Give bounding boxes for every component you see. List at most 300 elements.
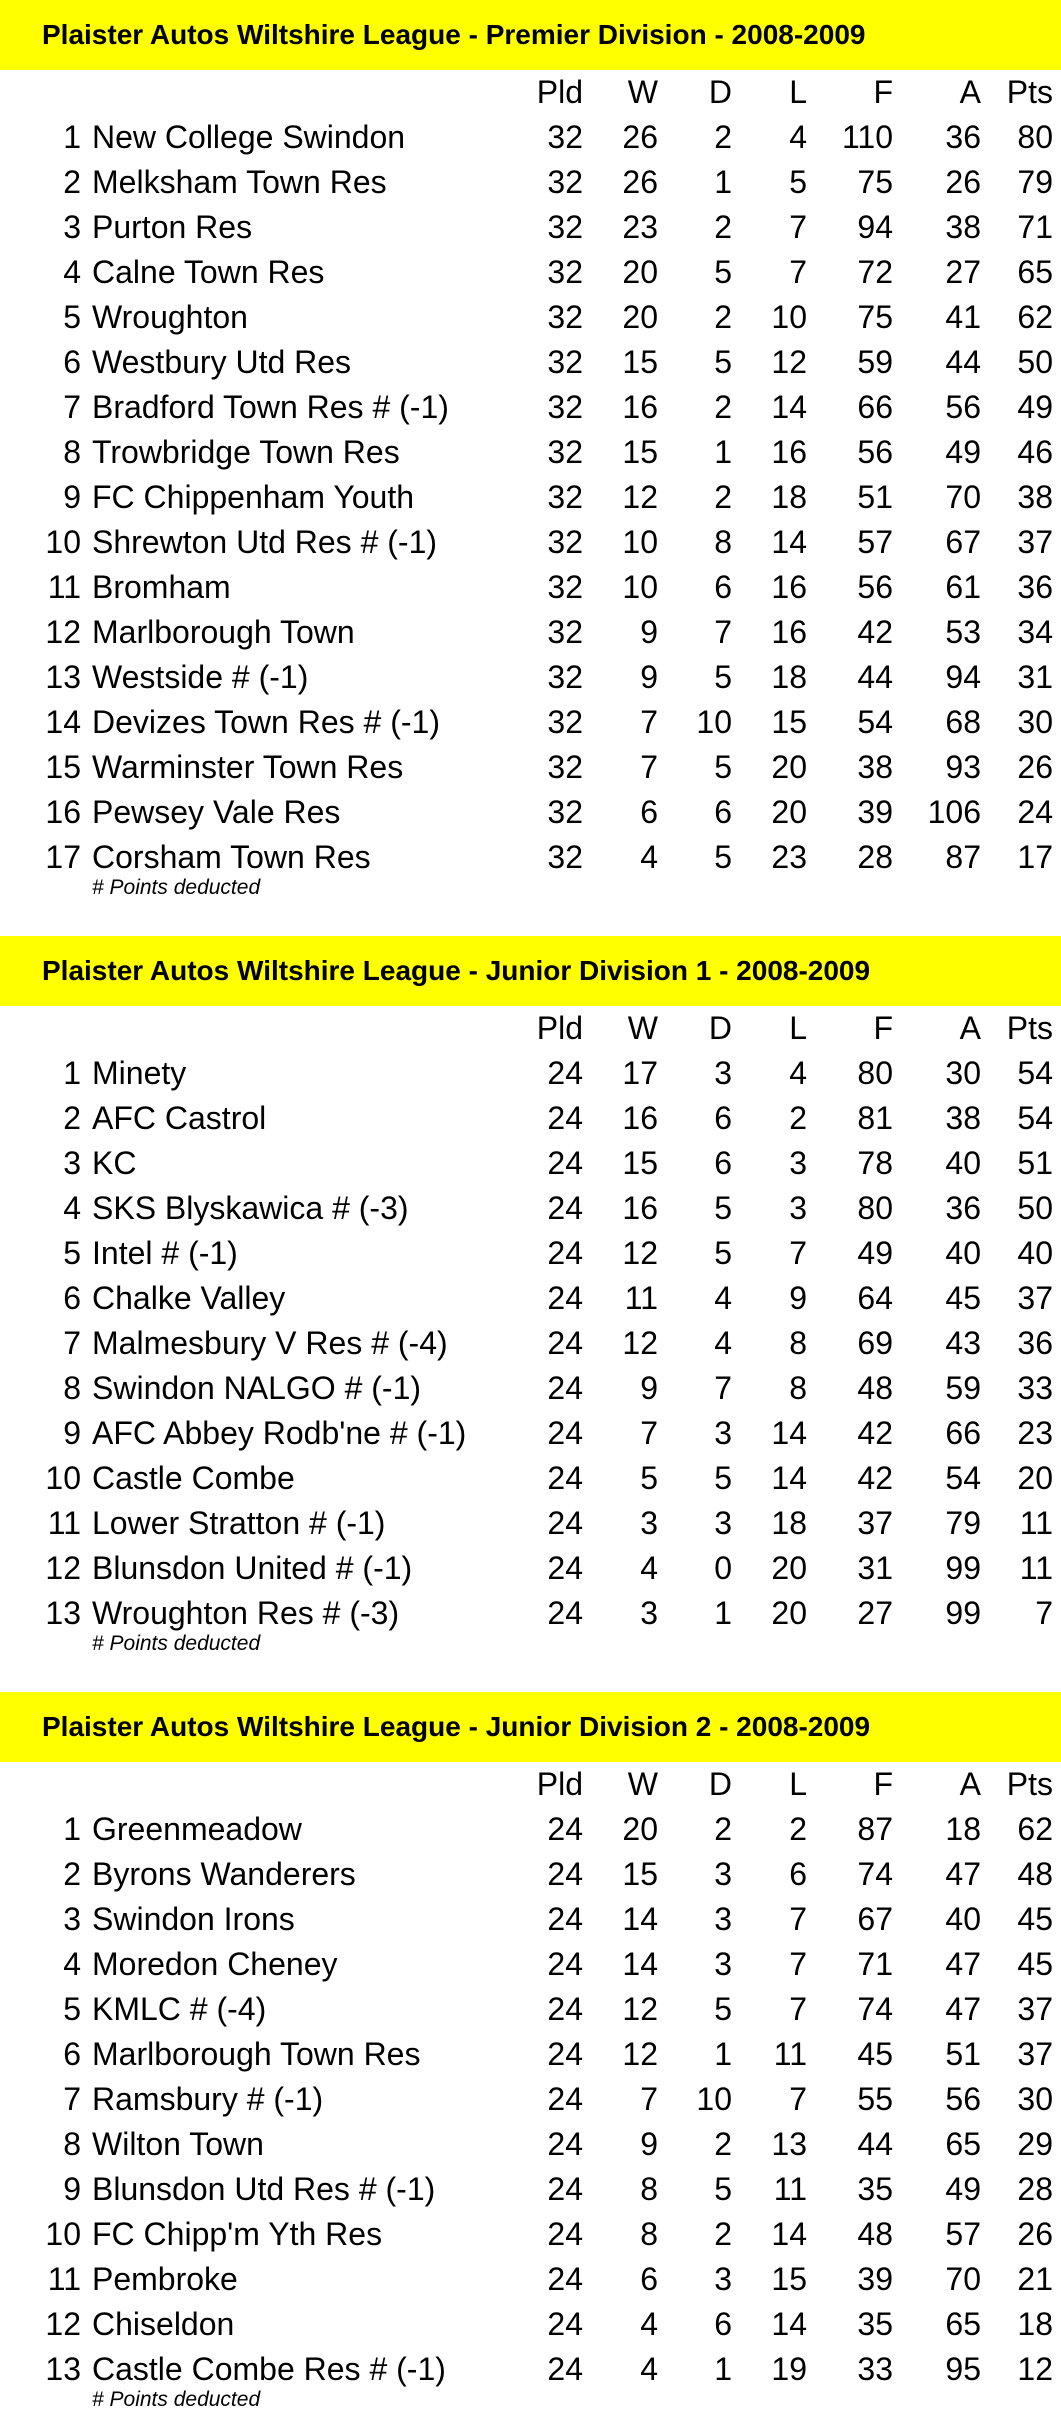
team-name: Warminster Town Res — [92, 749, 404, 785]
stat-pld: 24 — [547, 1856, 583, 1892]
stat-pts: 37 — [1017, 1280, 1053, 1316]
stat-l: 7 — [789, 1235, 807, 1271]
stat-l: 13 — [771, 2126, 807, 2162]
stat-pts: 11 — [1019, 1550, 1053, 1586]
stat-a: 106 — [927, 794, 981, 830]
stat-d: 10 — [696, 704, 732, 740]
team-name: FC Chipp'm Yth Res — [92, 2216, 383, 2252]
table-row — [0, 385, 1061, 430]
stat-w: 12 — [622, 1235, 658, 1271]
stat-pld: 32 — [547, 434, 583, 470]
stat-l: 23 — [771, 839, 807, 875]
stat-pts: 36 — [1017, 1325, 1053, 1361]
stat-l: 3 — [789, 1190, 807, 1226]
stat-l: 7 — [789, 1946, 807, 1982]
table-row — [0, 2212, 1061, 2257]
stat-d: 0 — [714, 1550, 732, 1586]
stat-w: 14 — [622, 1946, 658, 1982]
division-title: Plaister Autos Wiltshire League - Junior Division 2 - 2008-2009 — [0, 1692, 1061, 1762]
position: 10 — [45, 2216, 81, 2252]
stat-l: 18 — [771, 479, 807, 515]
stat-d: 2 — [714, 389, 732, 425]
stat-l: 18 — [771, 659, 807, 695]
stat-f: 45 — [857, 2036, 893, 2072]
team-name: Ramsbury # (-1) — [92, 2081, 324, 2117]
stat-f: 75 — [857, 164, 893, 200]
stat-pld: 24 — [547, 1460, 583, 1496]
position: 13 — [45, 659, 81, 695]
position: 5 — [63, 299, 81, 335]
stat-l: 15 — [771, 2261, 807, 2297]
stat-pts: 48 — [1017, 1856, 1053, 1892]
table-row — [0, 205, 1061, 250]
position: 14 — [45, 704, 81, 740]
stat-pts: 30 — [1017, 704, 1053, 740]
position: 2 — [63, 1856, 81, 1892]
stat-pld: 24 — [547, 2351, 583, 2387]
stat-f: 94 — [857, 209, 893, 245]
stat-d: 5 — [714, 749, 732, 785]
team-name: SKS Blyskawica # (-3) — [92, 1190, 409, 1226]
stat-w: 12 — [622, 1991, 658, 2027]
team-name: Greenmeadow — [92, 1811, 302, 1847]
team-name: Corsham Town Res — [92, 839, 371, 875]
stat-l: 14 — [771, 1460, 807, 1496]
stat-w: 3 — [640, 1595, 658, 1631]
stat-l: 14 — [771, 1415, 807, 1451]
table-row — [0, 1051, 1061, 1096]
team-name: Blunsdon Utd Res # (-1) — [92, 2171, 436, 2207]
table-row — [0, 1807, 1061, 1852]
stat-pts: 45 — [1017, 1901, 1053, 1937]
stat-l: 8 — [789, 1370, 807, 1406]
table-row — [0, 1366, 1061, 1411]
team-name: Wilton Town — [92, 2126, 264, 2162]
stat-a: 49 — [945, 2171, 981, 2207]
stat-w: 10 — [622, 524, 658, 560]
table-row — [0, 1942, 1061, 1987]
table-row — [0, 1276, 1061, 1321]
stat-w: 15 — [622, 434, 658, 470]
table-row — [0, 700, 1061, 745]
position: 7 — [63, 389, 81, 425]
stat-pts: 28 — [1017, 2171, 1053, 2207]
stat-pts: 37 — [1017, 1991, 1053, 2027]
stat-w: 12 — [622, 2036, 658, 2072]
stat-d: 2 — [714, 119, 732, 155]
stat-w: 7 — [640, 749, 658, 785]
position: 8 — [63, 434, 81, 470]
stat-pts: 62 — [1017, 1811, 1053, 1847]
stat-pld: 32 — [547, 344, 583, 380]
stat-w: 15 — [622, 1856, 658, 1892]
stat-a: 70 — [945, 479, 981, 515]
position: 15 — [45, 749, 81, 785]
stat-pld: 24 — [547, 1100, 583, 1136]
stat-f: 75 — [857, 299, 893, 335]
team-name: Chalke Valley — [92, 1280, 286, 1316]
position: 8 — [63, 1370, 81, 1406]
stat-f: 39 — [857, 794, 893, 830]
stat-f: 33 — [857, 2351, 893, 2387]
stat-a: 68 — [945, 704, 981, 740]
stat-pld: 24 — [547, 2081, 583, 2117]
table-row — [0, 1411, 1061, 1456]
stat-a: 59 — [945, 1370, 981, 1406]
position: 11 — [47, 569, 81, 605]
stat-a: 93 — [945, 749, 981, 785]
position: 7 — [63, 2081, 81, 2117]
table-row — [0, 1231, 1061, 1276]
stat-w: 6 — [640, 794, 658, 830]
table-row — [0, 610, 1061, 655]
team-name: Trowbridge Town Res — [92, 434, 400, 470]
stat-pld: 24 — [547, 2036, 583, 2072]
table-row — [0, 2257, 1061, 2302]
stat-l: 19 — [771, 2351, 807, 2387]
stat-l: 15 — [771, 704, 807, 740]
team-name: Moredon Cheney — [92, 1946, 338, 1982]
stat-w: 23 — [622, 209, 658, 245]
stat-d: 6 — [714, 1145, 732, 1181]
position: 12 — [45, 1550, 81, 1586]
stat-pld: 32 — [547, 299, 583, 335]
stat-pld: 32 — [547, 569, 583, 605]
stat-d: 3 — [714, 1415, 732, 1451]
team-name: Westside # (-1) — [92, 659, 309, 695]
stat-d: 6 — [714, 1100, 732, 1136]
team-name: Wroughton Res # (-3) — [92, 1595, 400, 1631]
column-header-l: L — [789, 1766, 807, 1802]
stat-d: 3 — [714, 1901, 732, 1937]
footnote: # Points deducted — [92, 2388, 261, 2411]
team-name: New College Swindon — [92, 119, 406, 155]
stat-pld: 32 — [547, 119, 583, 155]
stat-f: 78 — [857, 1145, 893, 1181]
team-name: Shrewton Utd Res # (-1) — [92, 524, 438, 560]
stat-pts: 36 — [1017, 569, 1053, 605]
stat-f: 28 — [857, 839, 893, 875]
position: 10 — [45, 1460, 81, 1496]
stat-w: 26 — [622, 119, 658, 155]
team-name: Pewsey Vale Res — [92, 794, 341, 830]
stat-l: 20 — [771, 749, 807, 785]
stat-l: 2 — [789, 1811, 807, 1847]
stat-pts: 40 — [1017, 1235, 1053, 1271]
position: 9 — [63, 1415, 81, 1451]
stat-d: 5 — [714, 344, 732, 380]
stat-d: 7 — [714, 1370, 732, 1406]
position: 6 — [63, 344, 81, 380]
stat-f: 87 — [857, 1811, 893, 1847]
stat-d: 5 — [714, 254, 732, 290]
stat-pts: 20 — [1017, 1460, 1053, 1496]
team-name: Bradford Town Res # (-1) — [92, 389, 449, 425]
position: 5 — [63, 1235, 81, 1271]
table-row — [0, 1321, 1061, 1366]
column-header-f: F — [873, 1766, 893, 1802]
stat-d: 2 — [714, 209, 732, 245]
team-name: KC — [92, 1145, 137, 1181]
team-name: Wroughton — [92, 299, 248, 335]
team-name: Intel # (-1) — [92, 1235, 238, 1271]
stat-pts: 37 — [1017, 2036, 1053, 2072]
stat-f: 80 — [857, 1055, 893, 1091]
stat-a: 30 — [945, 1055, 981, 1091]
stat-w: 20 — [622, 254, 658, 290]
stat-f: 72 — [857, 254, 893, 290]
table-row — [0, 655, 1061, 700]
stat-w: 14 — [622, 1901, 658, 1937]
stat-l: 8 — [789, 1325, 807, 1361]
footnote: # Points deducted — [92, 1632, 261, 1655]
stat-a: 38 — [945, 1100, 981, 1136]
position: 10 — [45, 524, 81, 560]
team-name: Minety — [92, 1055, 187, 1091]
stat-a: 47 — [945, 1946, 981, 1982]
stat-d: 4 — [714, 1280, 732, 1316]
stat-pts: 26 — [1017, 749, 1053, 785]
stat-l: 14 — [771, 389, 807, 425]
position: 1 — [63, 119, 81, 155]
stat-a: 66 — [945, 1415, 981, 1451]
table-row — [0, 115, 1061, 160]
team-name: AFC Castrol — [92, 1100, 267, 1136]
stat-f: 51 — [857, 479, 893, 515]
stat-a: 54 — [945, 1460, 981, 1496]
stat-pld: 24 — [547, 2216, 583, 2252]
stat-w: 9 — [640, 614, 658, 650]
stat-l: 7 — [789, 1901, 807, 1937]
stat-f: 67 — [857, 1901, 893, 1937]
stat-f: 81 — [857, 1100, 893, 1136]
stat-pts: 54 — [1017, 1055, 1053, 1091]
stat-d: 6 — [714, 2306, 732, 2342]
stat-pts: 50 — [1017, 344, 1053, 380]
stat-pts: 37 — [1017, 524, 1053, 560]
stat-a: 41 — [945, 299, 981, 335]
table-row — [0, 160, 1061, 205]
stat-l: 14 — [771, 2216, 807, 2252]
stat-pld: 32 — [547, 389, 583, 425]
team-name: Calne Town Res — [92, 254, 325, 290]
team-name: Melksham Town Res — [92, 164, 387, 200]
team-name: Byrons Wanderers — [92, 1856, 356, 1892]
table-row — [0, 1096, 1061, 1141]
stat-w: 17 — [622, 1055, 658, 1091]
stat-f: 69 — [857, 1325, 893, 1361]
stat-w: 9 — [640, 2126, 658, 2162]
stat-f: 54 — [857, 704, 893, 740]
stat-a: 51 — [945, 2036, 981, 2072]
table-row — [0, 430, 1061, 475]
stat-pts: 51 — [1017, 1145, 1053, 1181]
stat-pld: 24 — [547, 1055, 583, 1091]
stat-f: 74 — [857, 1856, 893, 1892]
stat-w: 4 — [640, 839, 658, 875]
stat-pld: 24 — [547, 1280, 583, 1316]
stat-pts: 45 — [1017, 1946, 1053, 1982]
position: 13 — [45, 2351, 81, 2387]
stat-pld: 24 — [547, 2171, 583, 2207]
stat-pts: 33 — [1017, 1370, 1053, 1406]
position: 3 — [63, 209, 81, 245]
table-row — [0, 475, 1061, 520]
column-header-pts: Pts — [1006, 74, 1053, 110]
team-name: Blunsdon United # (-1) — [92, 1550, 413, 1586]
table-row — [0, 2077, 1061, 2122]
stat-a: 38 — [945, 209, 981, 245]
stat-pts: 46 — [1017, 434, 1053, 470]
team-name: Castle Combe Res # (-1) — [92, 2351, 446, 2387]
team-name: FC Chippenham Youth — [92, 479, 414, 515]
position: 2 — [63, 1100, 81, 1136]
position: 8 — [63, 2126, 81, 2162]
team-name: Pembroke — [92, 2261, 238, 2297]
stat-a: 79 — [945, 1505, 981, 1541]
column-header-pld: Pld — [536, 74, 583, 110]
stat-pld: 24 — [547, 1415, 583, 1451]
column-header-d: D — [708, 1766, 732, 1802]
stat-pld: 24 — [547, 1145, 583, 1181]
stat-w: 16 — [622, 1100, 658, 1136]
table-row — [0, 2302, 1061, 2347]
stat-pld: 24 — [547, 2261, 583, 2297]
stat-a: 27 — [945, 254, 981, 290]
stat-a: 49 — [945, 434, 981, 470]
stat-w: 15 — [622, 1145, 658, 1181]
stat-a: 43 — [945, 1325, 981, 1361]
stat-w: 8 — [640, 2171, 658, 2207]
stat-pts: 23 — [1017, 1415, 1053, 1451]
stat-a: 40 — [945, 1235, 981, 1271]
stat-f: 35 — [857, 2306, 893, 2342]
stat-w: 7 — [640, 2081, 658, 2117]
stat-w: 16 — [622, 1190, 658, 1226]
stat-f: 56 — [857, 434, 893, 470]
team-name: Devizes Town Res # (-1) — [92, 704, 440, 740]
stat-d: 3 — [714, 1505, 732, 1541]
column-header-a: A — [959, 1010, 981, 1046]
table-row — [0, 2347, 1061, 2392]
stat-f: 42 — [857, 1460, 893, 1496]
column-header-pld: Pld — [536, 1010, 583, 1046]
stat-l: 10 — [771, 299, 807, 335]
stat-d: 5 — [714, 839, 732, 875]
team-name: KMLC # (-4) — [92, 1991, 267, 2027]
stat-pld: 24 — [547, 1190, 583, 1226]
stat-f: 80 — [857, 1190, 893, 1226]
footnote: # Points deducted — [92, 876, 261, 899]
stat-f: 71 — [857, 1946, 893, 1982]
stat-a: 47 — [945, 1991, 981, 2027]
team-name: Chiseldon — [92, 2306, 235, 2342]
stat-f: 42 — [857, 1415, 893, 1451]
stat-w: 15 — [622, 344, 658, 380]
table-row — [0, 835, 1061, 880]
table-row — [0, 1456, 1061, 1501]
table-row — [0, 1186, 1061, 1231]
position: 16 — [45, 794, 81, 830]
table-header — [0, 1762, 1061, 1807]
position: 11 — [47, 1505, 81, 1541]
stat-a: 47 — [945, 1856, 981, 1892]
stat-a: 87 — [945, 839, 981, 875]
stat-pld: 32 — [547, 254, 583, 290]
stat-l: 18 — [771, 1505, 807, 1541]
stat-f: 66 — [857, 389, 893, 425]
stat-l: 14 — [771, 524, 807, 560]
stat-a: 18 — [945, 1811, 981, 1847]
stat-d: 2 — [714, 479, 732, 515]
stat-pld: 24 — [547, 1991, 583, 2027]
stat-d: 1 — [714, 2036, 732, 2072]
column-header-l: L — [789, 1010, 807, 1046]
stat-pts: 26 — [1017, 2216, 1053, 2252]
stat-pts: 17 — [1017, 839, 1053, 875]
stat-f: 64 — [857, 1280, 893, 1316]
stat-l: 9 — [789, 1280, 807, 1316]
stat-a: 65 — [945, 2306, 981, 2342]
stat-l: 20 — [771, 794, 807, 830]
stat-f: 27 — [857, 1595, 893, 1631]
stat-a: 65 — [945, 2126, 981, 2162]
stat-l: 20 — [771, 1550, 807, 1586]
stat-a: 45 — [945, 1280, 981, 1316]
division-title: Plaister Autos Wiltshire League - Junior Division 1 - 2008-2009 — [0, 936, 1061, 1006]
stat-l: 6 — [789, 1856, 807, 1892]
column-header-a: A — [959, 74, 981, 110]
stat-w: 4 — [640, 2306, 658, 2342]
stat-pts: 54 — [1017, 1100, 1053, 1136]
column-header-pts: Pts — [1006, 1766, 1053, 1802]
stat-pld: 32 — [547, 479, 583, 515]
stat-d: 6 — [714, 794, 732, 830]
stat-l: 16 — [771, 614, 807, 650]
stat-pld: 24 — [547, 1901, 583, 1937]
stat-l: 11 — [773, 2036, 807, 2072]
stat-pld: 24 — [547, 2126, 583, 2162]
column-header-pts: Pts — [1006, 1010, 1053, 1046]
stat-d: 5 — [714, 1235, 732, 1271]
position: 1 — [63, 1055, 81, 1091]
stat-l: 14 — [771, 2306, 807, 2342]
column-header-a: A — [959, 1766, 981, 1802]
team-name: Westbury Utd Res — [92, 344, 352, 380]
stat-pld: 24 — [547, 1550, 583, 1586]
stat-l: 7 — [789, 2081, 807, 2117]
stat-f: 38 — [857, 749, 893, 785]
stat-a: 99 — [945, 1595, 981, 1631]
stat-pld: 32 — [547, 704, 583, 740]
stat-pts: 49 — [1017, 389, 1053, 425]
stat-pld: 32 — [547, 749, 583, 785]
stat-l: 7 — [789, 1991, 807, 2027]
stat-d: 5 — [714, 1991, 732, 2027]
column-header-d: D — [708, 74, 732, 110]
table-row — [0, 250, 1061, 295]
stat-d: 5 — [714, 2171, 732, 2207]
stat-pts: 12 — [1017, 2351, 1053, 2387]
stat-pld: 32 — [547, 614, 583, 650]
stat-w: 7 — [640, 1415, 658, 1451]
column-header-w: W — [627, 1766, 658, 1802]
stat-pld: 32 — [547, 794, 583, 830]
column-header-d: D — [708, 1010, 732, 1046]
stat-a: 94 — [945, 659, 981, 695]
stat-pts: 71 — [1017, 209, 1053, 245]
position: 11 — [47, 2261, 81, 2297]
